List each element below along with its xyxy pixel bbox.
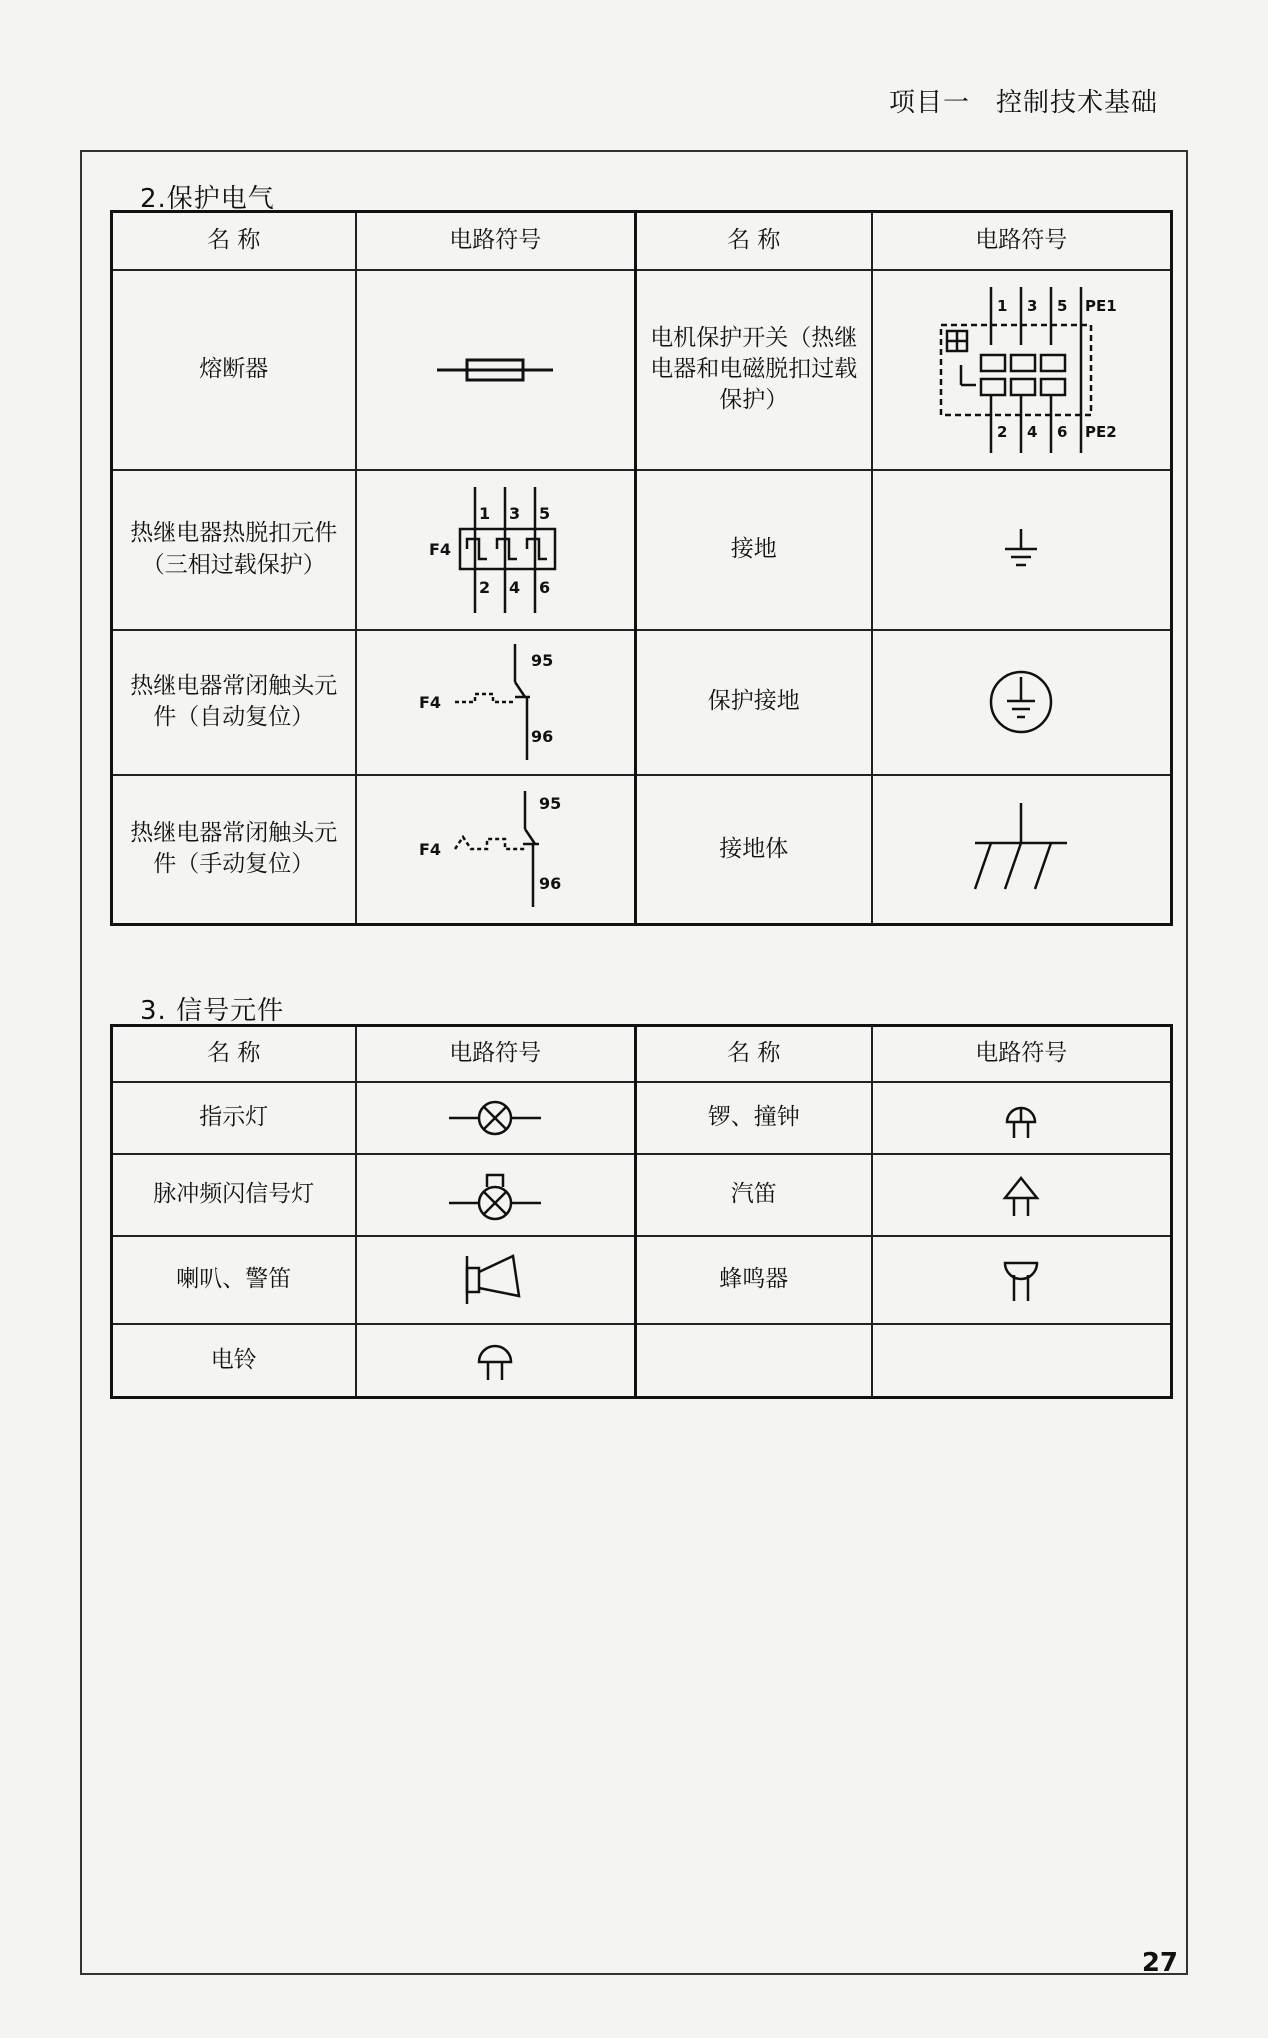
electric-bell-name: 电铃 [112, 1324, 356, 1398]
protective-ground-symbol [872, 630, 1172, 775]
horn-symbol [872, 1154, 1172, 1236]
section2-title: 2.保护电气 [140, 184, 275, 214]
table-row [112, 1324, 1172, 1398]
col-header-symbol: 电路符号 [872, 1026, 1172, 1082]
thermal-trip-icon [415, 485, 575, 615]
thermal-contact-manual-icon [415, 789, 575, 909]
terminal-label: 95 [531, 651, 554, 670]
gong-icon [1001, 1096, 1041, 1140]
pole-label: 6 [539, 577, 551, 597]
terminal-label: 96 [539, 874, 562, 894]
ground-symbol [872, 470, 1172, 630]
siren-icon [455, 1250, 535, 1310]
pole-label: 6 [1057, 422, 1068, 441]
earth-electrode-name: 接地体 [636, 775, 872, 925]
indicator-lamp-symbol [356, 1082, 636, 1154]
terminal-label: 96 [531, 727, 554, 746]
buzzer-name: 蜂鸣器 [636, 1236, 872, 1324]
indicator-lamp-icon [445, 1098, 545, 1138]
motor-protection-switch-symbol [872, 270, 1172, 470]
ground-icon [1001, 525, 1041, 575]
motor-protection-switch-name: 电机保护开关（热继电器和电磁脱扣过载保护） [636, 270, 872, 470]
signal-table [110, 1024, 1173, 1399]
table-row [112, 470, 1172, 630]
thermal-contact-manual-symbol [356, 775, 636, 925]
device-tag: F4 [429, 539, 452, 559]
terminal-label: 95 [539, 794, 562, 814]
protective-ground-name: 保护接地 [636, 630, 872, 775]
table-row [112, 1082, 1172, 1154]
pole-label: 1 [479, 503, 491, 523]
electric-bell-icon [475, 1338, 515, 1382]
pole-label: 5 [539, 503, 551, 523]
pole-label: 4 [1027, 422, 1038, 441]
empty-name-cell [636, 1324, 872, 1398]
col-header-name: 名 称 [112, 212, 356, 270]
earth-electrode-icon [961, 799, 1081, 899]
gong-name: 锣、撞钟 [636, 1082, 872, 1154]
col-header-name: 名 称 [112, 1026, 356, 1082]
electric-bell-symbol [356, 1324, 636, 1398]
table-row [112, 1154, 1172, 1236]
page-number: 27 [1141, 1948, 1178, 1978]
thermal-contact-manual-name: 热继电器常闭触头元件（手动复位） [112, 775, 356, 925]
device-tag: F4 [419, 693, 442, 712]
siren-name: 喇叭、警笛 [112, 1236, 356, 1324]
table-row [112, 1236, 1172, 1324]
table-row [112, 775, 1172, 925]
protection-table [110, 210, 1173, 926]
col-header-symbol: 电路符号 [356, 1026, 636, 1082]
thermal-contact-auto-symbol [356, 630, 636, 775]
motor-protection-switch-icon [921, 285, 1121, 455]
chapter-title: 控制技术基础 [995, 88, 1158, 118]
pole-label: 3 [1027, 296, 1038, 315]
table-row [112, 270, 1172, 470]
section3-title: 3. 信号元件 [140, 996, 285, 1026]
earth-electrode-symbol [872, 775, 1172, 925]
table-header-row [112, 212, 1172, 270]
table-header-row [112, 1026, 1172, 1082]
indicator-lamp-name: 指示灯 [112, 1082, 356, 1154]
pole-label: PE1 [1085, 296, 1117, 315]
thermal-contact-auto-name: 热继电器常闭触头元件（自动复位） [112, 630, 356, 775]
pole-label: PE2 [1085, 422, 1117, 441]
pole-label: 5 [1057, 296, 1068, 315]
col-header-name: 名 称 [636, 212, 872, 270]
strobe-lamp-symbol [356, 1154, 636, 1236]
device-tag: F4 [419, 840, 442, 860]
fuse-name: 熔断器 [112, 270, 356, 470]
page-header [889, 82, 1158, 119]
gong-symbol [872, 1082, 1172, 1154]
protective-ground-icon [986, 667, 1056, 737]
table-row [112, 630, 1172, 775]
buzzer-symbol [872, 1236, 1172, 1324]
thermal-trip-name: 热继电器热脱扣元件（三相过载保护） [112, 470, 356, 630]
thermal-contact-auto-icon [415, 642, 575, 762]
horn-name: 汽笛 [636, 1154, 872, 1236]
pole-label: 2 [997, 422, 1008, 441]
ground-name: 接地 [636, 470, 872, 630]
pole-label: 1 [997, 296, 1008, 315]
siren-symbol [356, 1236, 636, 1324]
horn-icon [1001, 1172, 1041, 1218]
fuse-symbol-icon [435, 350, 555, 390]
strobe-lamp-name: 脉冲频闪信号灯 [112, 1154, 356, 1236]
pole-label: 3 [509, 503, 521, 523]
col-header-name: 名 称 [636, 1026, 872, 1082]
pole-label: 4 [509, 577, 521, 597]
fuse-symbol [356, 270, 636, 470]
col-header-symbol: 电路符号 [356, 212, 636, 270]
strobe-lamp-icon [445, 1165, 545, 1225]
chapter-label: 项目一 [888, 88, 970, 118]
col-header-symbol: 电路符号 [872, 212, 1172, 270]
thermal-trip-symbol [356, 470, 636, 630]
buzzer-icon [1001, 1257, 1041, 1303]
pole-label: 2 [479, 577, 491, 597]
empty-symbol-cell [872, 1324, 1172, 1398]
